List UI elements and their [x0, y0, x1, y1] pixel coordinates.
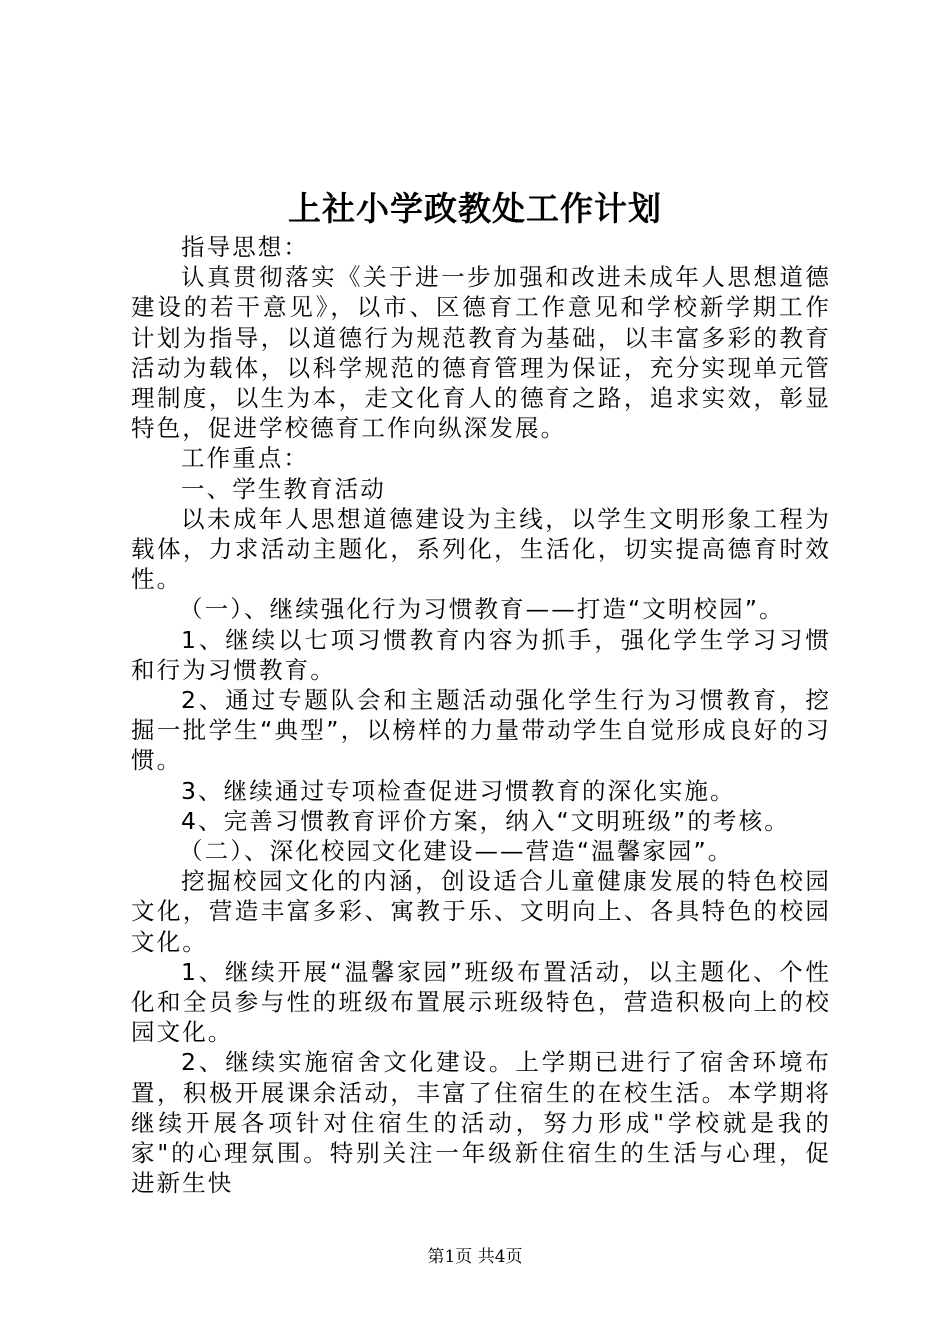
document-title: 上社小学政教处工作计划: [288, 189, 662, 228]
paragraph-guiding-thought-heading: 指导思想：: [181, 233, 309, 261]
paragraph-student-activities-intro: 以未成年人思想道德建设为主线，以学生文明形象工程为载体，力求活动主题化，系列化，生活化，切实提高德育时效性。: [131, 504, 831, 594]
list-item-culture-2: 2、继续实施宿舍文化建设。上学期已进行了宿舍环境布置，积极开展课余活动，丰富了住宿生的在校生活。本学期将继续开展各项针对住宿生的活动，努力形成"学校就是我的家"的心理氛围。特别关注一年级新住宿生的生活与心理，促进新生快: [131, 1048, 831, 1198]
list-item-habit-3: 3、继续通过专项检查促进习惯教育的深化实施。: [181, 776, 736, 805]
list-item-habit-4: 4、完善习惯教育评价方案，纳入“文明班级”的考核。: [181, 806, 790, 835]
document-body: [131, 232, 831, 1199]
list-item-habit-1: 1、继续以七项习惯教育内容为抓手，强化学生学习习惯和行为习惯教育。: [131, 625, 831, 684]
paragraph-campus-culture-intro: 挖掘校园文化的内涵，创设适合儿童健康发展的特色校园文化，营造丰富多彩、寓教于乐、文明向上、各具特色的校园文化。: [131, 867, 831, 956]
section-heading-student-activities: 一、学生教育活动: [181, 474, 386, 503]
list-item-habit-2: 2、通过专题队会和主题活动强化学生行为习惯教育，挖掘一批学生“典型”，以榜样的力量带动学生自觉形成良好的习惯。: [131, 686, 831, 775]
list-item-culture-1: 1、继续开展“温馨家园”班级布置活动，以主题化、个性化和全员参与性的班级布置展示班级特色，营造积极向上的校园文化。: [131, 957, 831, 1047]
subsection-heading-behavior-habits: （一）、继续强化行为习惯教育——打造“文明校园”。: [179, 595, 785, 624]
paragraph-guiding-thought: 认真贯彻落实《关于进一步加强和改进未成年人思想道德建设的若干意见》，以市、区德育工作意见和学校新学期工作计划为指导，以道德行为规范教育为基础，以丰富多彩的教育活动为载体，以科学规范的德育管理为保证，充分实现单元管理制度，以生为本，走文化育人的德育之路，追求实效，彰显特色，促进学校德育工作向纵深发展。: [131, 263, 831, 443]
subsection-heading-campus-culture: （二）、深化校园文化建设——营造“温馨家园”。: [179, 837, 734, 866]
page-footer: 第1页 共4页: [427, 1247, 523, 1267]
paragraph-work-focus-heading: 工作重点：: [181, 444, 309, 473]
